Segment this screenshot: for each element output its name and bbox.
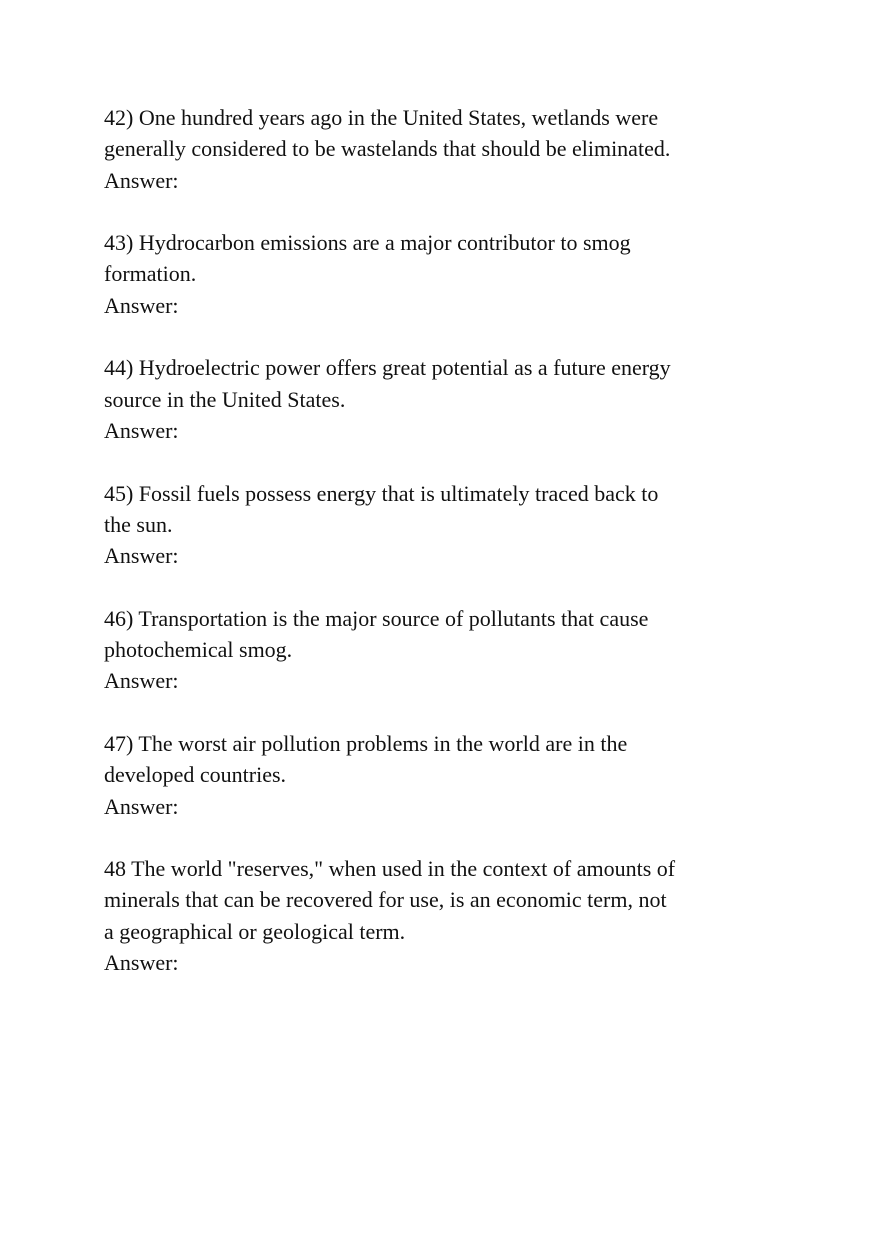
answer-label: Answer: — [104, 417, 179, 443]
question-42 — [104, 102, 744, 196]
question-text-line: generally considered to be wastelands that should be eliminated. — [104, 136, 671, 162]
question-45 — [104, 478, 744, 572]
answer-label: Answer: — [104, 950, 179, 976]
question-text-line: 45) Fossil fuels possess energy that is ultimately traced back to — [104, 480, 659, 506]
question-text-line: a geographical or geological term. — [104, 918, 406, 944]
question-text-line: 47) The worst air pollution problems in the world are in the — [104, 730, 628, 756]
question-text-line: source in the United States. — [104, 386, 346, 412]
answer-label: Answer: — [104, 543, 179, 569]
question-text-line: 43) Hydrocarbon emissions are a major contributor to smog — [104, 230, 631, 256]
answer-label: Answer: — [104, 292, 179, 318]
answer-label: Answer: — [104, 167, 179, 193]
question-44 — [104, 352, 744, 446]
question-text-line: 44) Hydroelectric power offers great potential as a future energy — [104, 355, 671, 381]
question-46 — [104, 603, 744, 697]
question-text-line: the sun. — [104, 511, 173, 537]
question-list — [104, 102, 744, 1010]
question-48 — [104, 853, 744, 978]
question-text-line: 46) Transportation is the major source of pollutants that cause — [104, 605, 649, 631]
question-text-line: developed countries. — [104, 762, 287, 788]
question-text-line: formation. — [104, 261, 197, 287]
question-47 — [104, 728, 744, 822]
question-text-line: 42) One hundred years ago in the United States, wetlands were — [104, 105, 659, 130]
answer-label: Answer: — [104, 793, 179, 819]
question-text-line: photochemical smog. — [104, 637, 293, 663]
question-text-line: minerals that can be recovered for use, is an economic term, not — [104, 887, 667, 913]
answer-label: Answer: — [104, 668, 179, 694]
question-43 — [104, 227, 744, 321]
question-text-line: 48 The world "reserves," when used in the context of amounts of — [104, 856, 676, 882]
